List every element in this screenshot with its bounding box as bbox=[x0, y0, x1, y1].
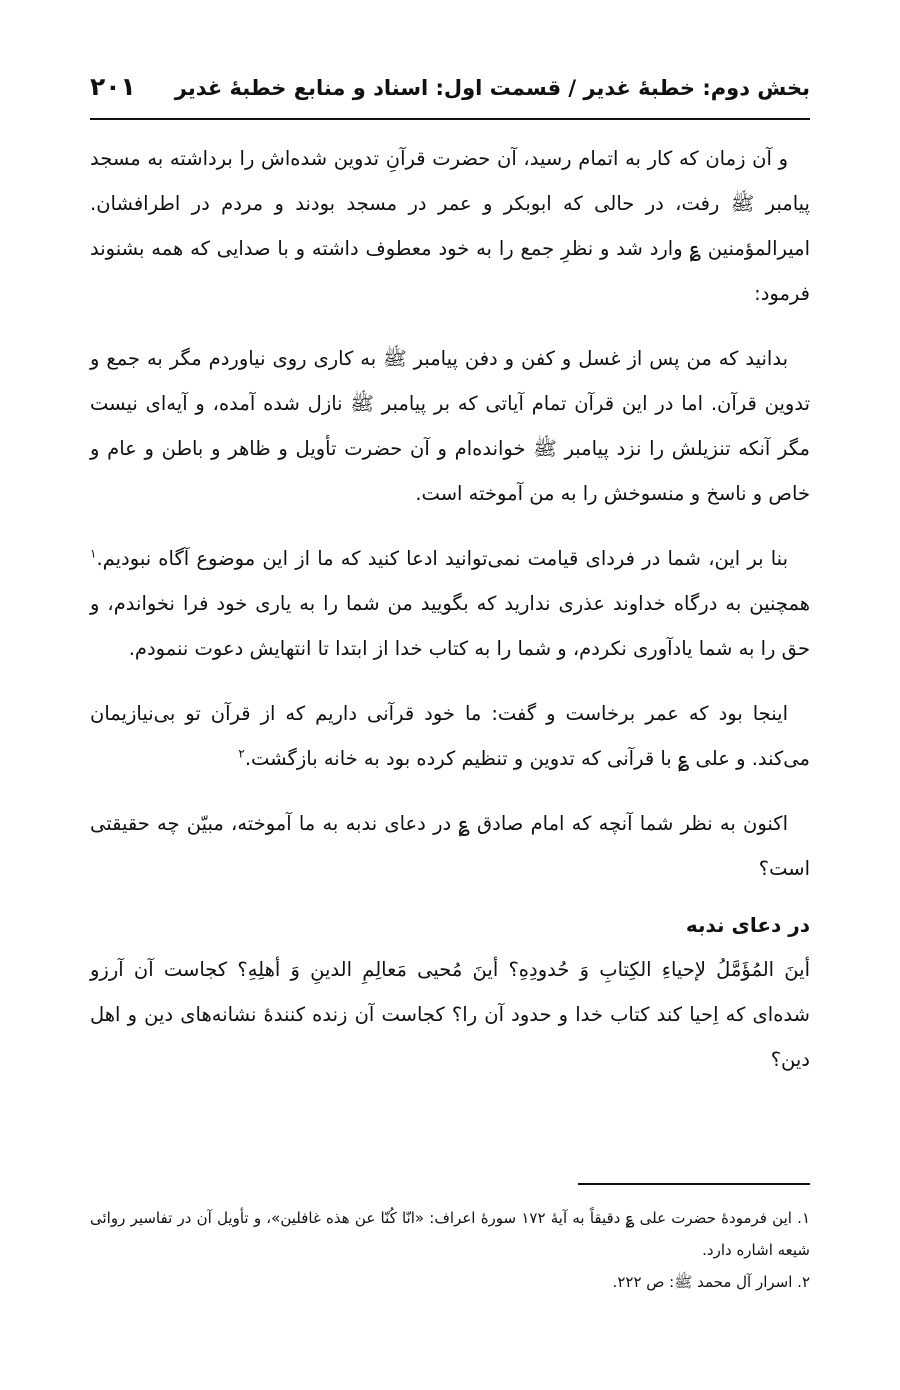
body-text bbox=[90, 136, 810, 1082]
header-divider bbox=[90, 118, 810, 120]
footnote: ۲. اسرار آل محمد ﷺ: ص ۲۲۲. bbox=[612, 1273, 810, 1291]
page-number: ۲۰۱ bbox=[90, 72, 136, 101]
footnote-reference[interactable]: ۱ bbox=[90, 546, 97, 561]
paragraph: بدانید که من پس از غسل و کفن و دفن پیامبر ﷺ به کاری روی نیاوردم مگر به جمع و تدوین قرآن. اما در این قرآن تمام آیاتی که بر پیامبر ﷺ نازل شده آمده، و آیه‌ای نیست مگر آنکه تنزیلش را نزد پیامبر ﷺ خوانده‌ام و آن حضرت تأویل و ظاهر و باطن و عام و خاص و ناسخ و منسوخش را به من آموخته است. bbox=[90, 347, 810, 505]
book-page bbox=[90, 0, 810, 1390]
running-title: بخش دوم: خطبهٔ غدیر / قسمت اول: اسناد و منابع خطبهٔ غدیر bbox=[174, 76, 810, 100]
footnote-divider bbox=[578, 1183, 810, 1185]
quote-translation: کجاست آن آرزو شده‌ای که اِحیا کند کتاب خدا و حدود آن را؟ کجاست آن زنده کنندهٔ نشانه‌های دین و اهل دین؟ bbox=[90, 958, 810, 1071]
section-heading: در دعای ندبه bbox=[685, 913, 810, 937]
footnote: ۱. این فرمودهٔ حضرت علی ؏ دقیقاً به آیهٔ ۱۷۲ سورهٔ اعراف: «انّا کُنّا عن هذه غافلین»، و تأویل آن در تفاسیر روائی شیعه اشاره دارد. bbox=[90, 1209, 810, 1259]
paragraph: و آن زمان که کار به اتمام رسید، آن حضرت قرآنِ تدوین شده‌اش را برداشته به مسجد پیامبر ﷺ رفت، در حالی که ابوبکر و عمر در مسجد بودند و مردم در اطرافشان. امیرالمؤمنین ؏ وارد شد و نظرِ جمع را به خود معطوف داشته و با صدایی که همه بشنوند فرمود: bbox=[90, 147, 810, 305]
paragraph-text: همچنین به درگاه خداوند عذری ندارید که بگویید من شما را به یاری خود فرا نخواندم، و حق را به شما یادآوری نکردم، و شما را به کتاب خدا از ابتدا تا انتهایش دعوت ننمودم. bbox=[90, 592, 810, 660]
paragraph: اکنون به نظر شما آنچه که امام صادق ؏ در دعای ندبه به ما آموخته، مبیّن چه حقیقتی است؟ bbox=[90, 812, 810, 880]
footnote-reference[interactable]: ۲ bbox=[238, 746, 245, 761]
page-header bbox=[90, 72, 810, 112]
paragraph-text: بنا بر این، شما در فردای قیامت نمی‌توانید ادعا کنید که ما از این موضوع آگاه نبودیم. bbox=[96, 547, 788, 570]
paragraph-text: اینجا بود که عمر برخاست و گفت: ما خود قرآنی داریم که از قرآن تو بی‌نیازیمان می‌کند. و علی ؏ با قرآنی که تدوین و تنظیم کرده بود به خانه بازگشت. bbox=[90, 702, 810, 770]
paragraph bbox=[90, 536, 810, 671]
quote-paragraph bbox=[90, 947, 810, 1082]
footnotes bbox=[90, 1202, 810, 1298]
arabic-quote: أینَ المُؤَمَّلُ لإحیاءِ الکِتابِ وَ حُدودِهِ؟ أینَ مُحیی مَعالِمِ الدینِ وَ أهلِهِ؟ bbox=[237, 958, 810, 981]
paragraph bbox=[90, 691, 810, 781]
